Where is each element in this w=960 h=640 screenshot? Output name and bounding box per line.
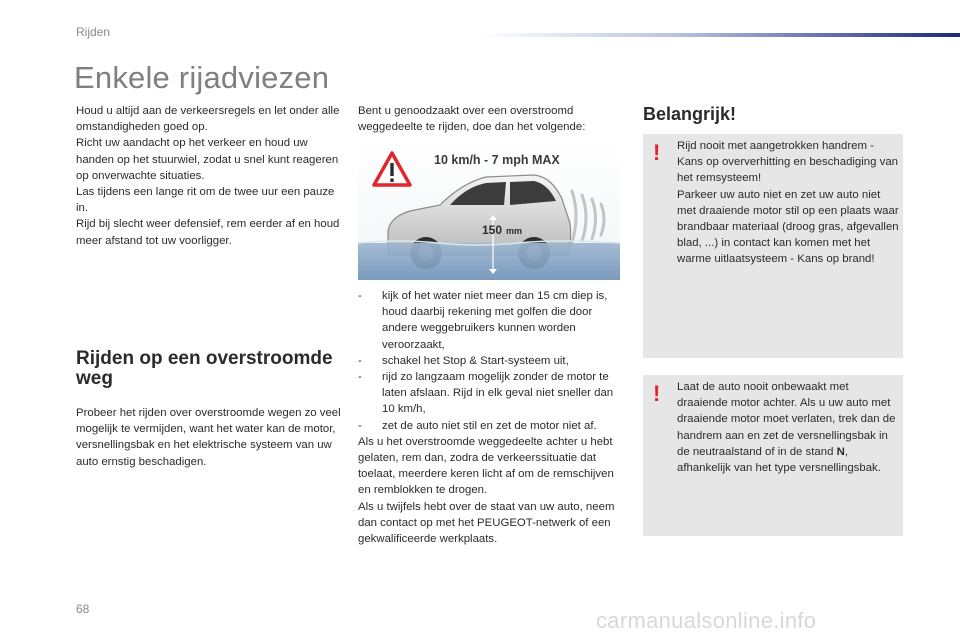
intro-paragraph: Houd u altijd aan de verkeersregels en let onder alle omstandigheden goed op.: [76, 105, 340, 134]
flood-intro: [358, 103, 618, 135]
warning-text-part: Laat de auto nooit onbewaakt met draaiende motor achter. Als u uw auto met draaiende motor moet verlaten, trek dan de handrem aan en zet de versnellingsbak in de neutraalstand of in de stand: [677, 381, 896, 458]
intro-paragraph: Rijd bij slecht weer defensief, rem eerder af en houd meer afstand tot uw voorligger.: [76, 218, 340, 247]
warning-paragraph: Parkeer uw auto niet en zet uw auto niet met draaiende motor stil op een plaats waar brandbaar materiaal (droog gras, afgevallen blad, ...) in contact kan komen met het warme uitlaatsysteem - Kans op brand!: [677, 188, 899, 266]
instruction-list: [358, 288, 622, 434]
list-dash: -: [358, 354, 362, 367]
depth-unit: mm: [506, 226, 523, 236]
warning-box-handbrake: [643, 134, 903, 358]
list-dash: -: [358, 371, 362, 384]
warning-text: [677, 379, 899, 476]
flood-paragraph: Probeer het rijden over overstroomde wegen zo veel mogelijk te vermijden, want het water kan de motor, versnellingsbak en het elektrische systeem van uw auto ernstig beschadigen.: [76, 407, 341, 468]
flood-instructions: [358, 288, 622, 547]
depth-value: 150: [482, 223, 503, 237]
warning-paragraph: Rijd nooit met aangetrokken handrem - Kans op oververhitting en beschadiging van het remsysteem!: [677, 140, 898, 185]
list-item-text: zet de auto niet stil en zet de motor niet af.: [382, 419, 597, 432]
intro-paragraph: Las tijdens een lange rit om de twee uur een pauze in.: [76, 186, 335, 215]
list-dash: -: [358, 419, 362, 432]
warning-box-unattended: [643, 375, 903, 536]
header-bar: [480, 33, 960, 37]
gear-position-n: N: [836, 445, 845, 458]
list-dash: -: [358, 290, 362, 302]
page-number: 68: [76, 602, 90, 616]
speed-limit-label: 10 km/h - 7 mph MAX: [434, 153, 560, 167]
after-flood-paragraph: Als u het overstroomde weggedeelte achter u hebt gelaten, rem dan, zodra de verkeerssituatie dat toelaat, meerdere keren licht af om de remschijven en remblokken te drogen.: [358, 435, 614, 497]
warning-text: [677, 138, 899, 268]
list-item-text: kijk of het water niet meer dan 15 cm diep is, houd daarbij rekening met golfen die door andere weggebruikers kunnen worden veroorzaakt,: [382, 290, 608, 351]
list-item-text: schakel het Stop & Start-systeem uit,: [382, 354, 569, 367]
intro-text: [76, 103, 344, 249]
warning-paragraph: [677, 379, 899, 476]
list-item: [358, 353, 622, 369]
intro-paragraph: Richt uw aandacht op het verkeer en houd uw handen op het stuurwiel, zodat u snel kunt reageren op onverwachte situaties.: [76, 137, 339, 182]
warning-text-part: , afhankelijk van het type versnellingsbak.: [677, 445, 881, 475]
section-label: Rijden: [76, 25, 111, 39]
list-item: [358, 369, 622, 418]
water-surface: [358, 243, 620, 280]
flood-intro-paragraph: Bent u genoodzaakt over een overstroomd weggedeelte te rijden, doe dan het volgende:: [358, 105, 586, 134]
page-title: Enkele rijadviezen: [74, 60, 330, 95]
flood-subheading: Rijden op een overstroomde weg: [76, 348, 333, 389]
watermark: carmanualsonline.info: [596, 608, 817, 633]
important-title: Belangrijk!: [643, 104, 737, 124]
after-flood-paragraph: Als u twijfels hebt over de staat van uw auto, neem dan contact op met het PEUGEOT-netwerk of een gekwalificeerde werkplaats.: [358, 500, 615, 546]
flood-text: [76, 405, 346, 470]
flood-illustration: [358, 143, 620, 280]
exclamation-icon: !: [653, 140, 661, 165]
list-item: [358, 288, 622, 353]
list-item: [358, 418, 622, 434]
list-item-text: rijd zo langzaam mogelijk zonder de motor te laten afslaan. Rijd in elk geval niet sneller dan 10 km/h,: [382, 371, 614, 416]
exclamation-icon: !: [653, 381, 661, 406]
